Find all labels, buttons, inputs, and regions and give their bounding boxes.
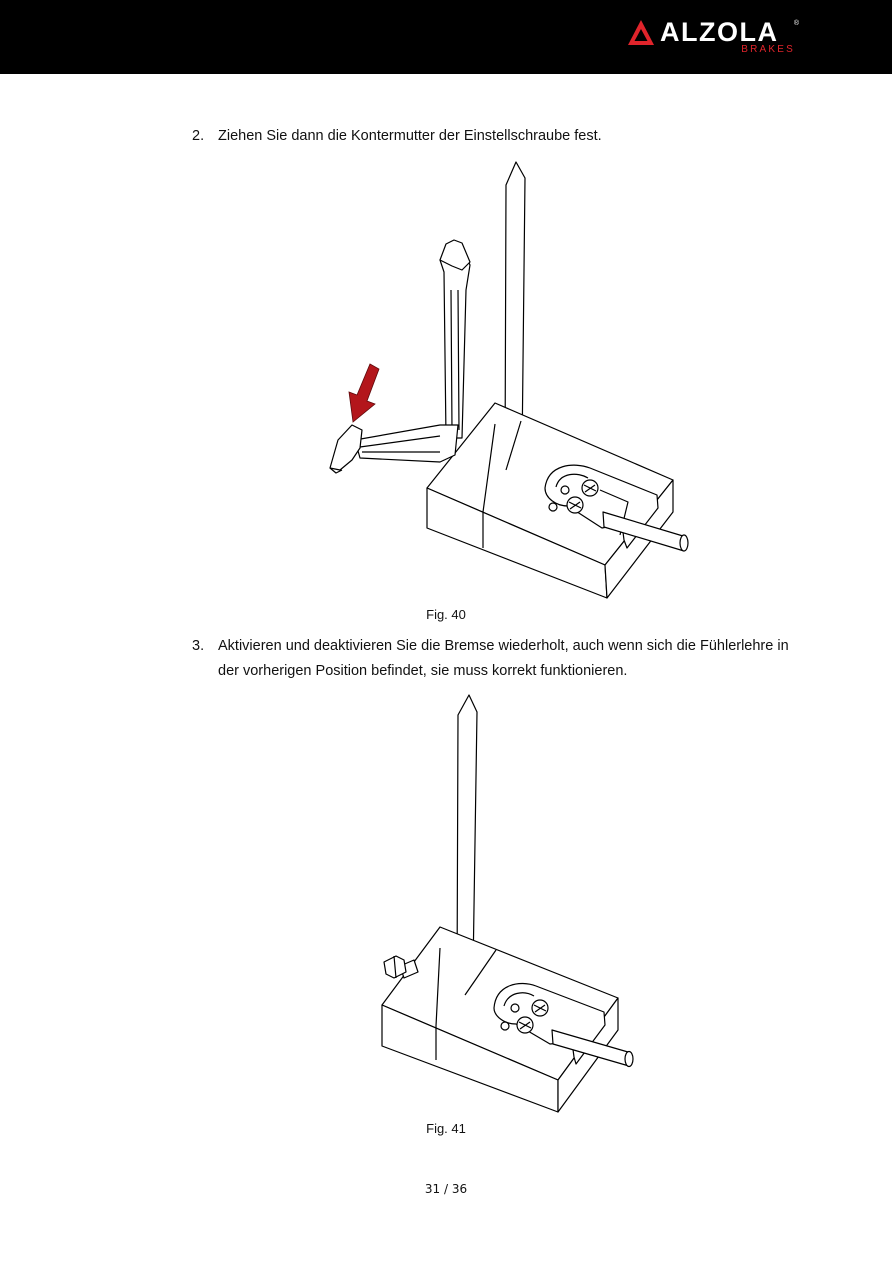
registered-mark: ® (793, 20, 799, 27)
brand-name: ALZOLA (660, 17, 779, 47)
page-header (0, 0, 892, 74)
figure-41-caption: Fig. 41 (426, 1121, 466, 1136)
step-text: Aktivieren und deaktivieren Sie die Bremse wiederholt, auch wenn sich die Fühlerlehre in der vorherigen Position befindet, sie muss korrekt funktionieren. (218, 638, 789, 679)
figure-40-caption: Fig. 40 (426, 607, 466, 622)
red-triangle-icon (626, 18, 656, 48)
figure-41-illustration (375, 690, 640, 1115)
page-number: 31 / 36 (424, 1182, 468, 1196)
step-number: 3. (192, 638, 205, 654)
step-number: 2. (192, 128, 205, 144)
step-3 (192, 634, 812, 684)
step-text: Ziehen Sie dann die Kontermutter der Einstellschraube fest. (218, 128, 602, 144)
red-arrow-icon (349, 364, 379, 422)
alzola-logo (626, 14, 801, 60)
brand-subtitle: BRAKES (741, 44, 795, 55)
figure-40-illustration (320, 150, 700, 605)
step-2 (192, 124, 812, 149)
